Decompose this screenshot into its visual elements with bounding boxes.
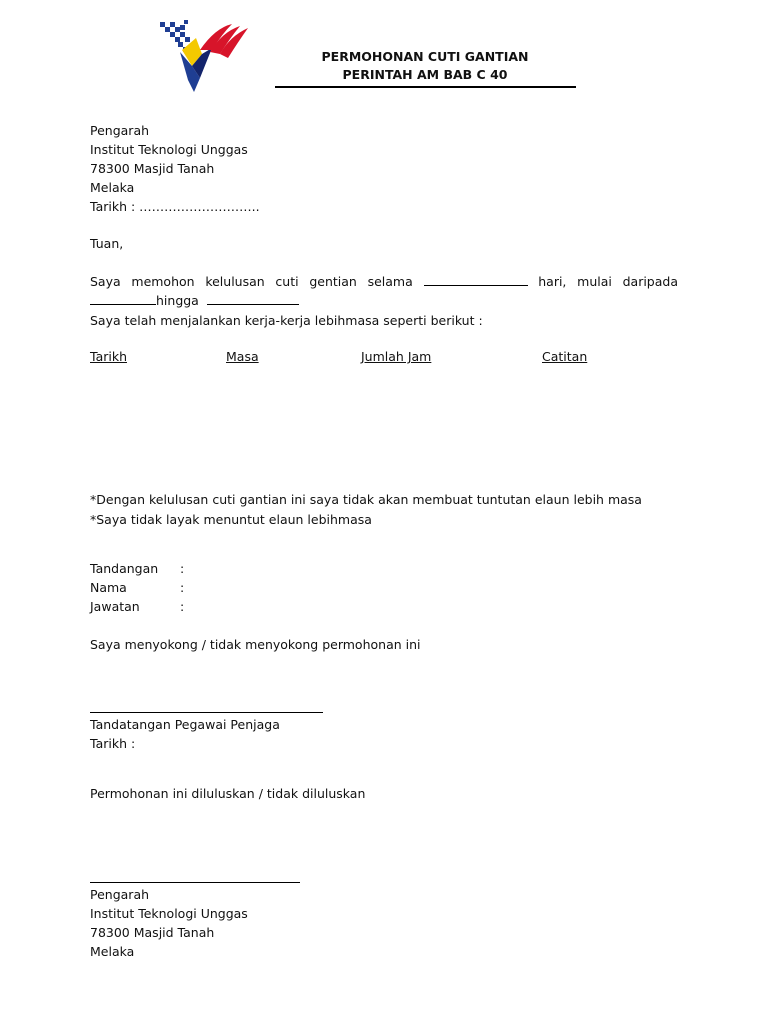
name-colon: : xyxy=(180,580,185,595)
declaration-2: *Saya tidak layak menuntut elaun lebihmasa xyxy=(90,512,372,527)
date-field: Tarikh : ……………………….. xyxy=(90,199,260,214)
recipient-state: Melaka xyxy=(90,180,135,195)
request-word: selama xyxy=(367,274,413,289)
director-address: 78300 Masjid Tanah xyxy=(90,925,215,940)
supervisor-signature-line[interactable] xyxy=(90,712,323,713)
director-institution: Institut Teknologi Unggas xyxy=(90,906,248,921)
declaration-1: *Dengan kelulusan cuti gantian ini saya tidak akan membuat tuntutan elaun lebih masa xyxy=(90,492,642,507)
form-title: PERMOHONAN CUTI GANTIAN xyxy=(321,49,529,64)
signature-label: Tandangan xyxy=(90,561,159,576)
form-subtitle: PERINTAH AM BAB C 40 xyxy=(342,67,508,82)
name-label: Nama xyxy=(90,580,127,595)
director-state: Melaka xyxy=(90,944,135,959)
request-word: Saya xyxy=(90,274,121,289)
column-header-notes: Catitan xyxy=(542,349,588,364)
end-date-blank[interactable] xyxy=(207,291,299,305)
days-blank[interactable] xyxy=(424,272,528,286)
hingga-label: hingga xyxy=(156,293,199,308)
title-underline xyxy=(275,86,576,88)
request-word: mulai xyxy=(577,274,612,289)
request-word: hari, xyxy=(538,274,567,289)
request-word: kelulusan xyxy=(205,274,265,289)
position-colon: : xyxy=(180,599,185,614)
director-signature-line[interactable] xyxy=(90,882,300,883)
approval-statement: Permohonan ini diluluskan / tidak diluluskan xyxy=(90,786,366,801)
malaysia-logo xyxy=(160,20,250,95)
support-statement: Saya menyokong / tidak menyokong permohonan ini xyxy=(90,637,421,652)
column-header-date: Tarikh xyxy=(90,349,127,364)
column-header-total-hours: Jumlah Jam xyxy=(361,349,432,364)
recipient-address: 78300 Masjid Tanah xyxy=(90,161,215,176)
request-word: cuti xyxy=(275,274,299,289)
recipient-title: Pengarah xyxy=(90,123,150,138)
supervisor-date-label: Tarikh : xyxy=(90,736,136,751)
request-word: memohon xyxy=(131,274,195,289)
salutation: Tuan, xyxy=(90,236,124,251)
director-title: Pengarah xyxy=(90,887,150,902)
column-header-time: Masa xyxy=(226,349,259,364)
request-word: daripada xyxy=(622,274,678,289)
recipient-institution: Institut Teknologi Unggas xyxy=(90,142,248,157)
signature-colon: : xyxy=(180,561,185,576)
date-range-line xyxy=(90,291,299,310)
start-date-blank[interactable] xyxy=(90,291,156,305)
request-word: gentian xyxy=(309,274,357,289)
position-label: Jawatan xyxy=(90,599,140,614)
request-paragraph xyxy=(90,272,678,291)
supervisor-signature-label: Tandatangan Pegawai Penjaga xyxy=(90,717,280,732)
overtime-statement: Saya telah menjalankan kerja-kerja lebihmasa seperti berikut : xyxy=(90,313,483,328)
